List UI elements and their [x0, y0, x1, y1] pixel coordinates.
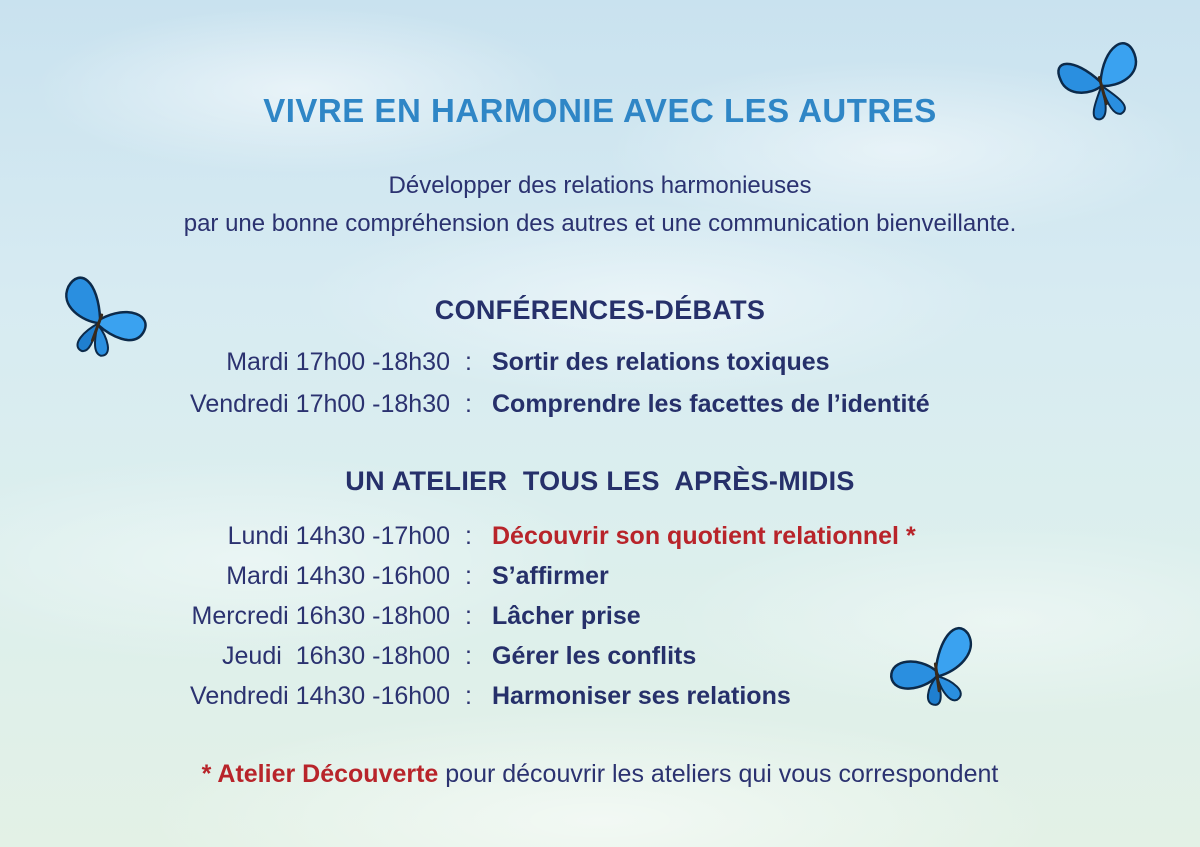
separator: : — [465, 348, 472, 376]
schedule-row — [0, 562, 1200, 600]
separator: : — [465, 682, 472, 710]
schedule-row — [0, 682, 1200, 720]
session-time: Lundi 14h30 -17h00 — [227, 522, 450, 550]
session-topic: S’affirmer — [492, 562, 609, 590]
session-time: Jeudi 16h30 -18h00 — [222, 642, 450, 670]
schedule-row — [0, 522, 1200, 560]
separator: : — [465, 602, 472, 630]
footer-note — [0, 760, 1200, 789]
footer-text: pour découvrir les ateliers qui vous correspondent — [438, 760, 999, 788]
session-time: Mardi 17h00 -18h30 — [226, 348, 450, 376]
session-time: Vendredi 17h00 -18h30 — [190, 390, 450, 418]
schedule-row — [0, 390, 1200, 428]
conferences-heading: CONFÉRENCES-DÉBATS — [434, 295, 766, 325]
session-time: Mardi 14h30 -16h00 — [226, 562, 450, 590]
session-time: Vendredi 14h30 -16h00 — [190, 682, 450, 710]
schedule-row — [0, 348, 1200, 386]
subtitle-line-1: Développer des relations harmonieuses — [388, 172, 812, 199]
schedule-row — [0, 642, 1200, 680]
separator: : — [465, 562, 472, 590]
session-topic: Comprendre les facettes de l’identité — [492, 390, 930, 418]
page-title: VIVRE EN HARMONIE AVEC LES AUTRES — [263, 92, 937, 129]
schedule-row — [0, 602, 1200, 640]
subtitle-line-2: par une bonne compréhension des autres et une communication bienveillante. — [183, 210, 1017, 237]
separator: : — [465, 522, 472, 550]
session-topic: Lâcher prise — [492, 602, 641, 630]
session-topic: Découvrir son quotient relationnel * — [492, 522, 916, 550]
footer-accent: * Atelier Découverte — [201, 760, 439, 788]
session-topic: Sortir des relations toxiques — [492, 348, 830, 376]
ateliers-heading: UN ATELIER TOUS LES APRÈS-MIDIS — [345, 466, 855, 496]
session-topic: Gérer les conflits — [492, 642, 697, 670]
separator: : — [465, 390, 472, 418]
separator: : — [465, 642, 472, 670]
session-time: Mercredi 16h30 -18h00 — [191, 602, 450, 630]
session-topic: Harmoniser ses relations — [492, 682, 791, 710]
